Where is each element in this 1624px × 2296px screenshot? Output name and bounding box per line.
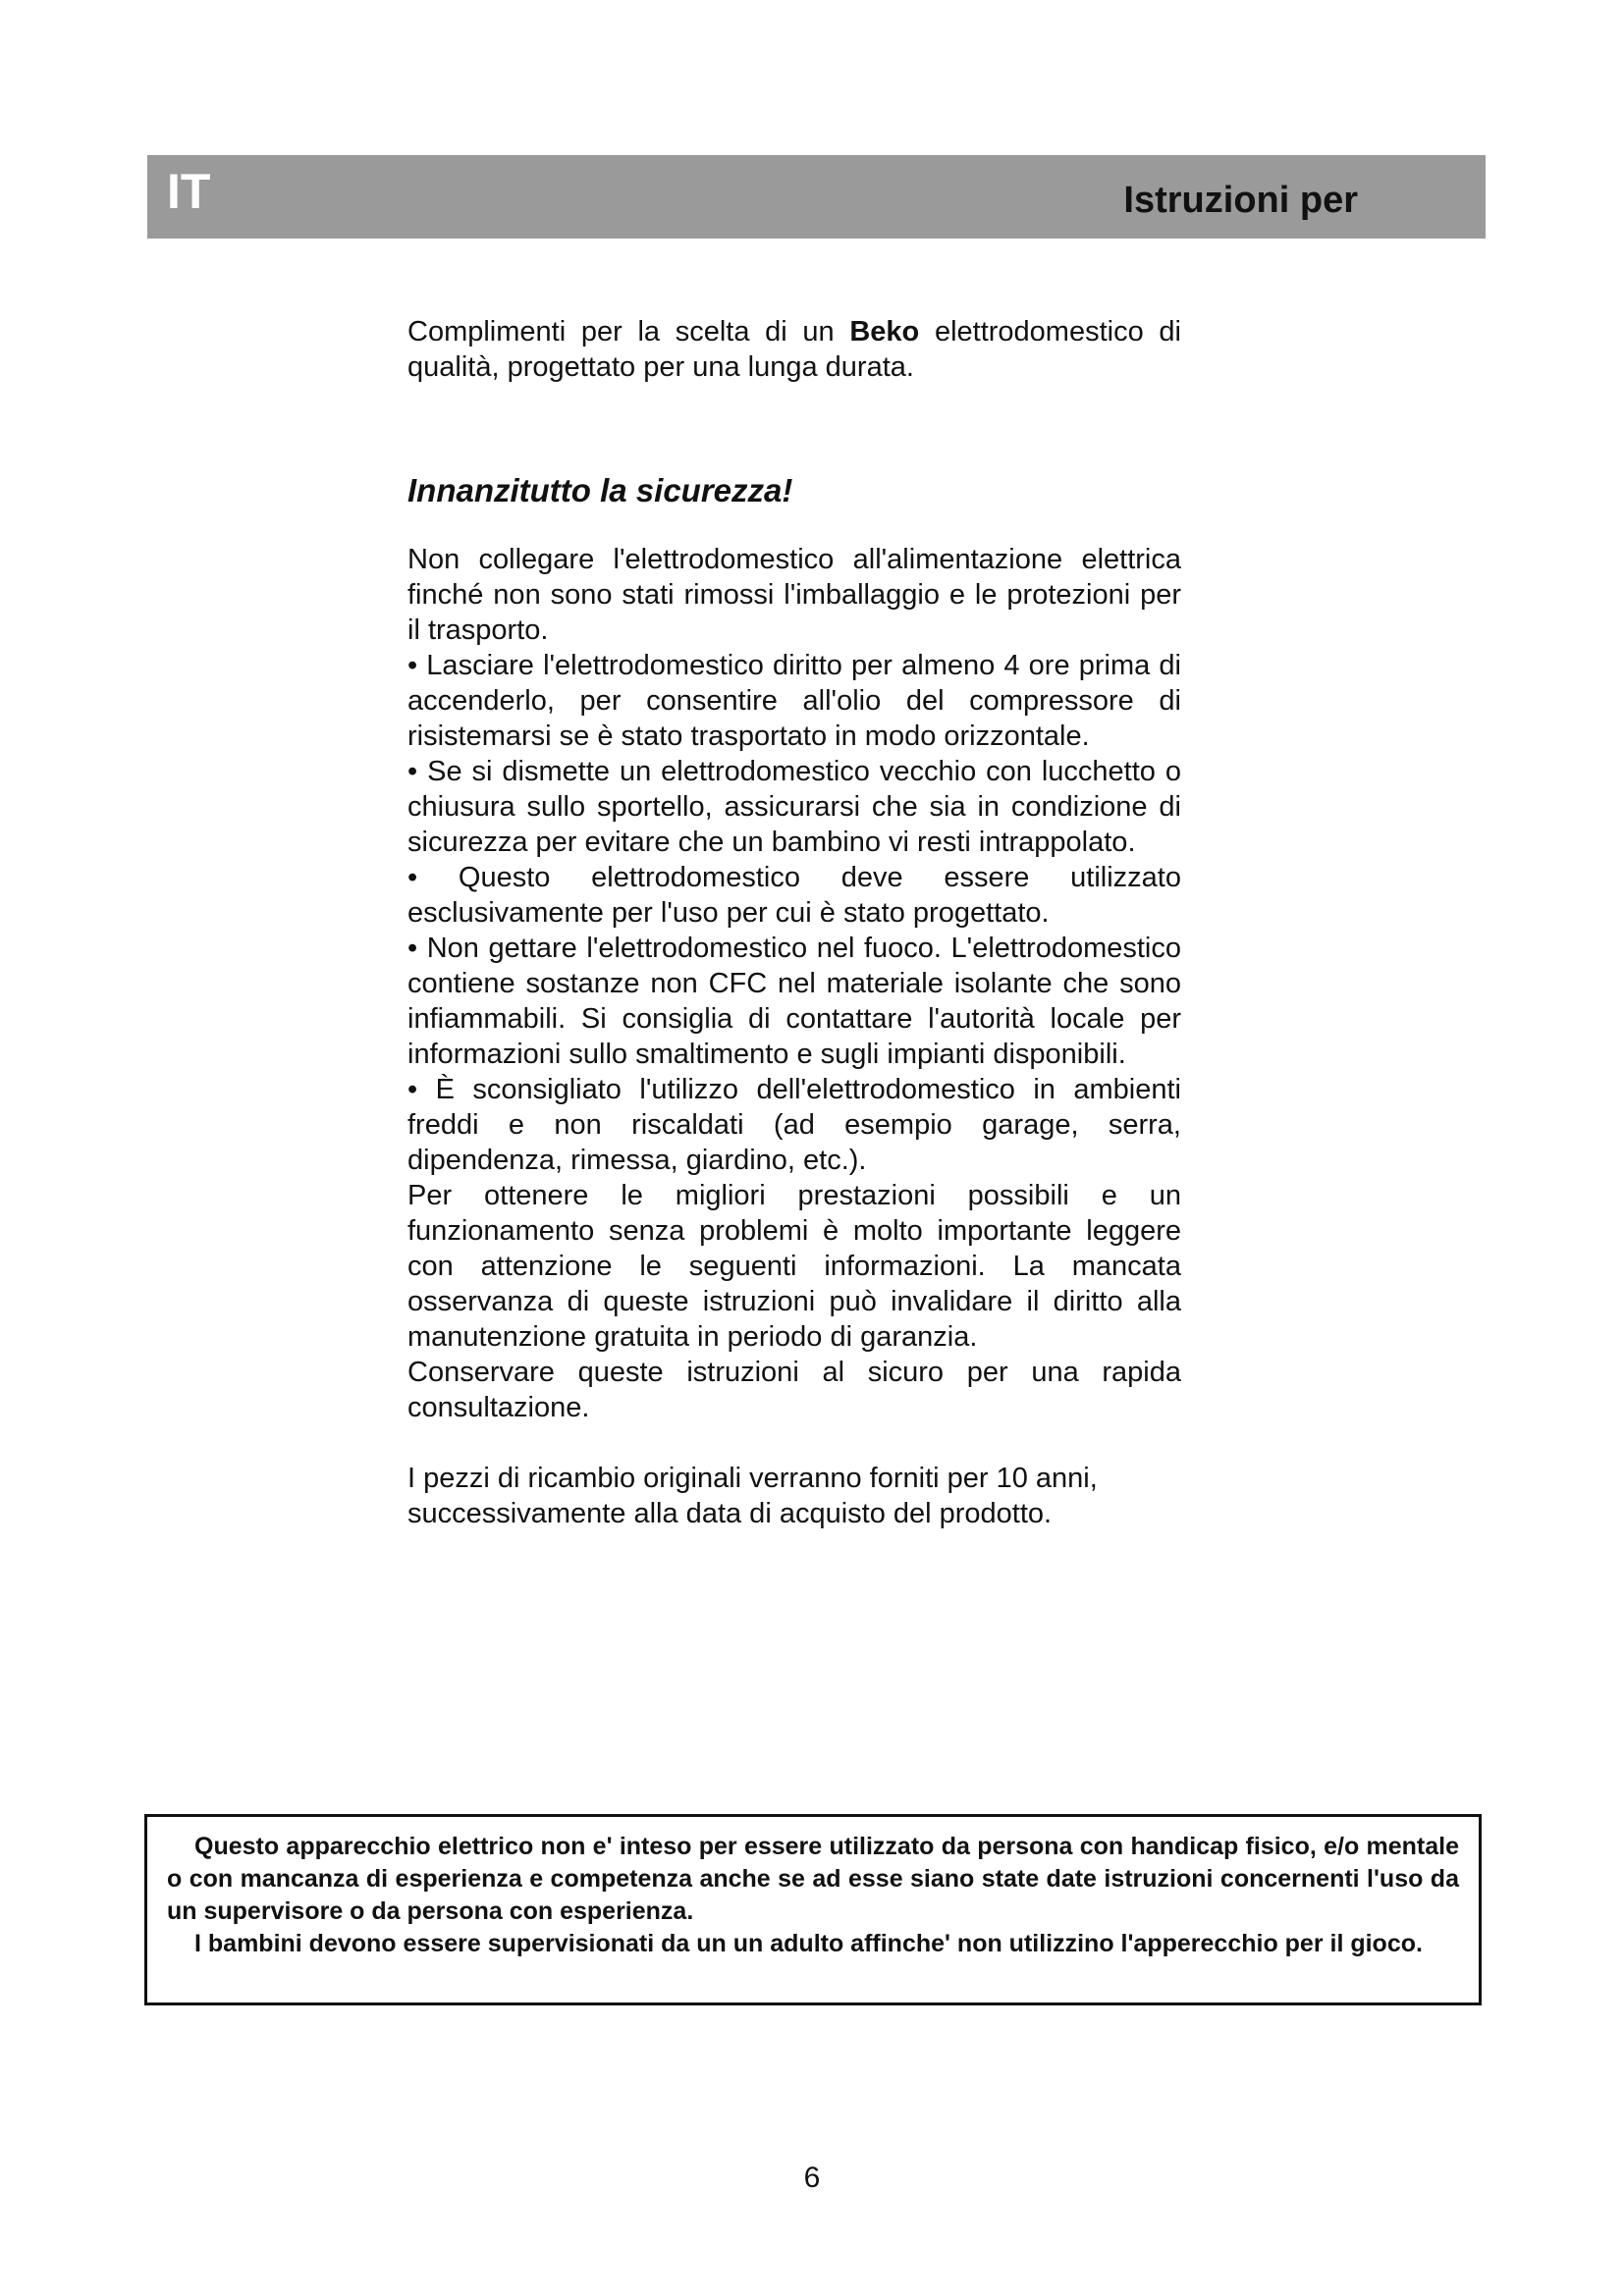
- safety-bullet-cold-rooms: • È sconsigliato l'utilizzo dell'elettrodomestico in ambienti freddi e non riscaldati (ad esempio garage, serra, dipendenza, rimessa, giardino, etc.).: [407, 1074, 1181, 1176]
- safety-paragraph-1: Non collegare l'elettrodomestico all'alimentazione elettrica finché non sono stati rimossi l'imballaggio e le protezioni per il trasporto.: [407, 544, 1181, 646]
- page-number: 6: [803, 2162, 821, 2194]
- safety-bullet-fire: • Non gettare l'elettrodomestico nel fuoco. L'elettrodomestico contiene sostanze non CFC nel materiale isolante che sono infiammabili. Si consiglia di contattare l'autorità locale per informazioni sullo smaltimento e sugli impianti disponibili.: [407, 933, 1181, 1070]
- header-title: Istruzioni per: [1123, 180, 1358, 221]
- header-bar: [147, 155, 1486, 239]
- keep-instructions-paragraph: Conservare queste istruzioni al sicuro per una rapida consultazione.: [407, 1357, 1181, 1423]
- spacer: [407, 1425, 1181, 1461]
- section-title: Innanzitutto la sicurezza!: [407, 472, 793, 508]
- performance-paragraph: Per ottenere le migliori prestazioni possibili e un funzionamento senza problemi è molto importante leggere con attenzione le seguenti informazioni. La mancata osservanza di queste istruzioni può invalidare il diritto alla manutenzione gratuita in periodo di garanzia.: [407, 1180, 1181, 1353]
- notice-paragraph-2: I bambini devono essere supervisionati da un un adulto affinche' non utilizzino l'apperecchio per il gioco.: [194, 1930, 1423, 1957]
- intro-paragraph: [407, 314, 1181, 385]
- main-content: [407, 314, 1181, 1531]
- notice-box: [144, 1814, 1482, 2005]
- language-code: IT: [167, 164, 211, 219]
- safety-bullet-lock: • Se si dismette un elettrodomestico vecchio con lucchetto o chiusura sullo sportello, assicurarsi che sia in condizione di sicurezza per evitare che un bambino vi resti intrappolato.: [407, 756, 1181, 858]
- intro-text-start: Complimenti per la scelta di un: [407, 316, 850, 347]
- notice-paragraph-1: Questo apparecchio elettrico non e' inteso per essere utilizzato da persona con handicap fisico, e/o mentale o con mancanza di esperienza e competenza anche se ad esse siano state date istruzioni concernenti l'uso da un supervisore o da persona con esperienza.: [167, 1833, 1459, 1925]
- safety-bullet-intended-use: • Questo elettrodomestico deve essere utilizzato esclusivamente per l'uso per cui è stato progettato.: [407, 862, 1181, 929]
- intro-text-end: elettrodomestico di qualità, progettato per una lunga durata.: [407, 316, 1181, 383]
- brand-name: Beko: [849, 316, 920, 347]
- safety-bullet-upright: • Lasciare l'elettrodomestico diritto per almeno 4 ore prima di accenderlo, per consentire all'olio del compressore di risistemarsi se è stato trasportato in modo orizzontale.: [407, 650, 1181, 752]
- spare-parts-paragraph: I pezzi di ricambio originali verranno forniti per 10 anni, successivamente alla data di acquisto del prodotto.: [407, 1463, 1098, 1529]
